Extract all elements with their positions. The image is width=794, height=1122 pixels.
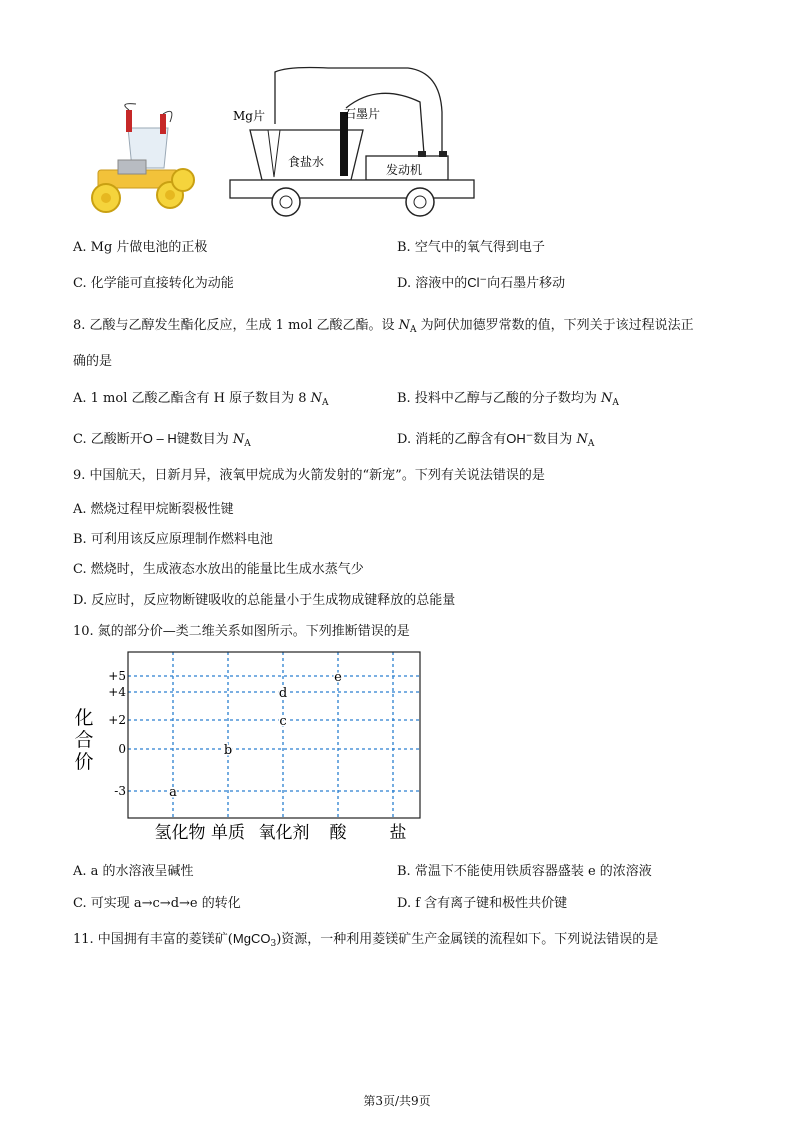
q8-option-a: A. 1 mol 乙酸乙酯含有 H 原子数目为 8 $N_A$ bbox=[73, 391, 329, 408]
q8-option-d: D. 消耗的乙醇含有OH−数目为 $N_A$ bbox=[397, 431, 595, 449]
x-tick-label: 氧化剂 bbox=[258, 823, 310, 843]
q8-option-c: C. 乙酸断开O – H键数目为 $N_A$ bbox=[73, 431, 251, 449]
y-tick-label: +5 bbox=[108, 669, 126, 683]
graphite-label: 石墨片 bbox=[344, 107, 381, 121]
toy-car-photo bbox=[78, 100, 203, 220]
q11-stem: 11. 中国拥有丰富的菱镁矿(MgCO$_3$)资源，一种利用菱镁矿生产金属镁的流程如下。下列说法错误的是 bbox=[73, 931, 659, 949]
q9-option-b: B. 可利用该反应原理制作燃料电池 bbox=[73, 532, 273, 547]
q9-option-c: C. 燃烧时，生成液态水放出的能量比生成水蒸气少 bbox=[73, 562, 364, 577]
y-tick-label: +2 bbox=[108, 713, 126, 727]
chart-y-label bbox=[74, 707, 93, 773]
motor-label: 发动机 bbox=[386, 163, 423, 177]
q8-option-b: B. 投料中乙醇与乙酸的分子数均为 $N_A$ bbox=[397, 391, 619, 408]
y-axis-label-char: 合 bbox=[74, 729, 94, 751]
page-footer: 第3页/共9页 bbox=[363, 1094, 431, 1108]
q10-option-c: C. 可实现 a→c→d→e 的转化 bbox=[73, 896, 241, 911]
point-a: a bbox=[169, 785, 177, 800]
x-tick-label: 酸 bbox=[329, 823, 347, 843]
q7-option-b: B. 空气中的氧气得到电子 bbox=[397, 240, 545, 255]
q9-option-d: D. 反应时，反应物断键吸收的总能量小于生成物成键释放的总能量 bbox=[73, 593, 456, 608]
q10-option-a: A. a 的水溶液呈碱性 bbox=[73, 864, 194, 879]
q8-stem-line2: 确的是 bbox=[73, 354, 113, 369]
chart-x-ticks bbox=[155, 823, 407, 843]
q10-stem: 10. 氮的部分价—类二维关系如图所示。下列推断错误的是 bbox=[73, 624, 410, 639]
y-axis-label-char: 化 bbox=[74, 707, 94, 729]
salt-water-label: 食盐水 bbox=[288, 155, 325, 169]
q7-option-c: C. 化学能可直接转化为动能 bbox=[73, 276, 234, 291]
x-tick-label: 氢化物 bbox=[154, 823, 206, 843]
point-c: c bbox=[279, 714, 287, 729]
point-b: b bbox=[223, 743, 233, 758]
battery-car-diagram bbox=[228, 62, 478, 220]
q9-option-a: A. 燃烧过程甲烷断裂极性键 bbox=[73, 502, 234, 517]
y-axis-label-char: 价 bbox=[74, 751, 94, 773]
q7-option-a: A. Mg 片做电池的正极 bbox=[73, 240, 208, 255]
y-tick-label: -3 bbox=[114, 784, 126, 798]
q7-option-d: D. 溶液中的Cl−向石墨片移动 bbox=[397, 275, 566, 291]
chart-y-ticks bbox=[108, 669, 126, 798]
y-tick-label: 0 bbox=[118, 742, 126, 756]
q9-stem: 9. 中国航天，日新月异，液氧甲烷成为火箭发射的“新宠”。下列有关说法错误的是 bbox=[73, 468, 545, 483]
q10-option-d: D. f 含有离子键和极性共价键 bbox=[397, 896, 568, 911]
chart-points bbox=[169, 670, 342, 800]
x-tick-label: 单质 bbox=[211, 823, 245, 843]
y-tick-label: +4 bbox=[108, 685, 126, 699]
mg-label: Mg片 bbox=[233, 109, 265, 123]
point-d: d bbox=[278, 686, 288, 701]
point-e: e bbox=[334, 670, 342, 685]
q8-stem-line1: 8. 乙酸与乙醇发生酯化反应，生成 1 mol 乙酸乙酯。设 $N_A$ 为阿伏加德罗常数的值，下列关于该过程说法正 bbox=[73, 318, 694, 335]
x-tick-label: 盐 bbox=[389, 823, 407, 843]
nitrogen-valence-chart bbox=[70, 648, 430, 848]
q10-option-b: B. 常温下不能使用铁质容器盛装 e 的浓溶液 bbox=[397, 864, 652, 879]
